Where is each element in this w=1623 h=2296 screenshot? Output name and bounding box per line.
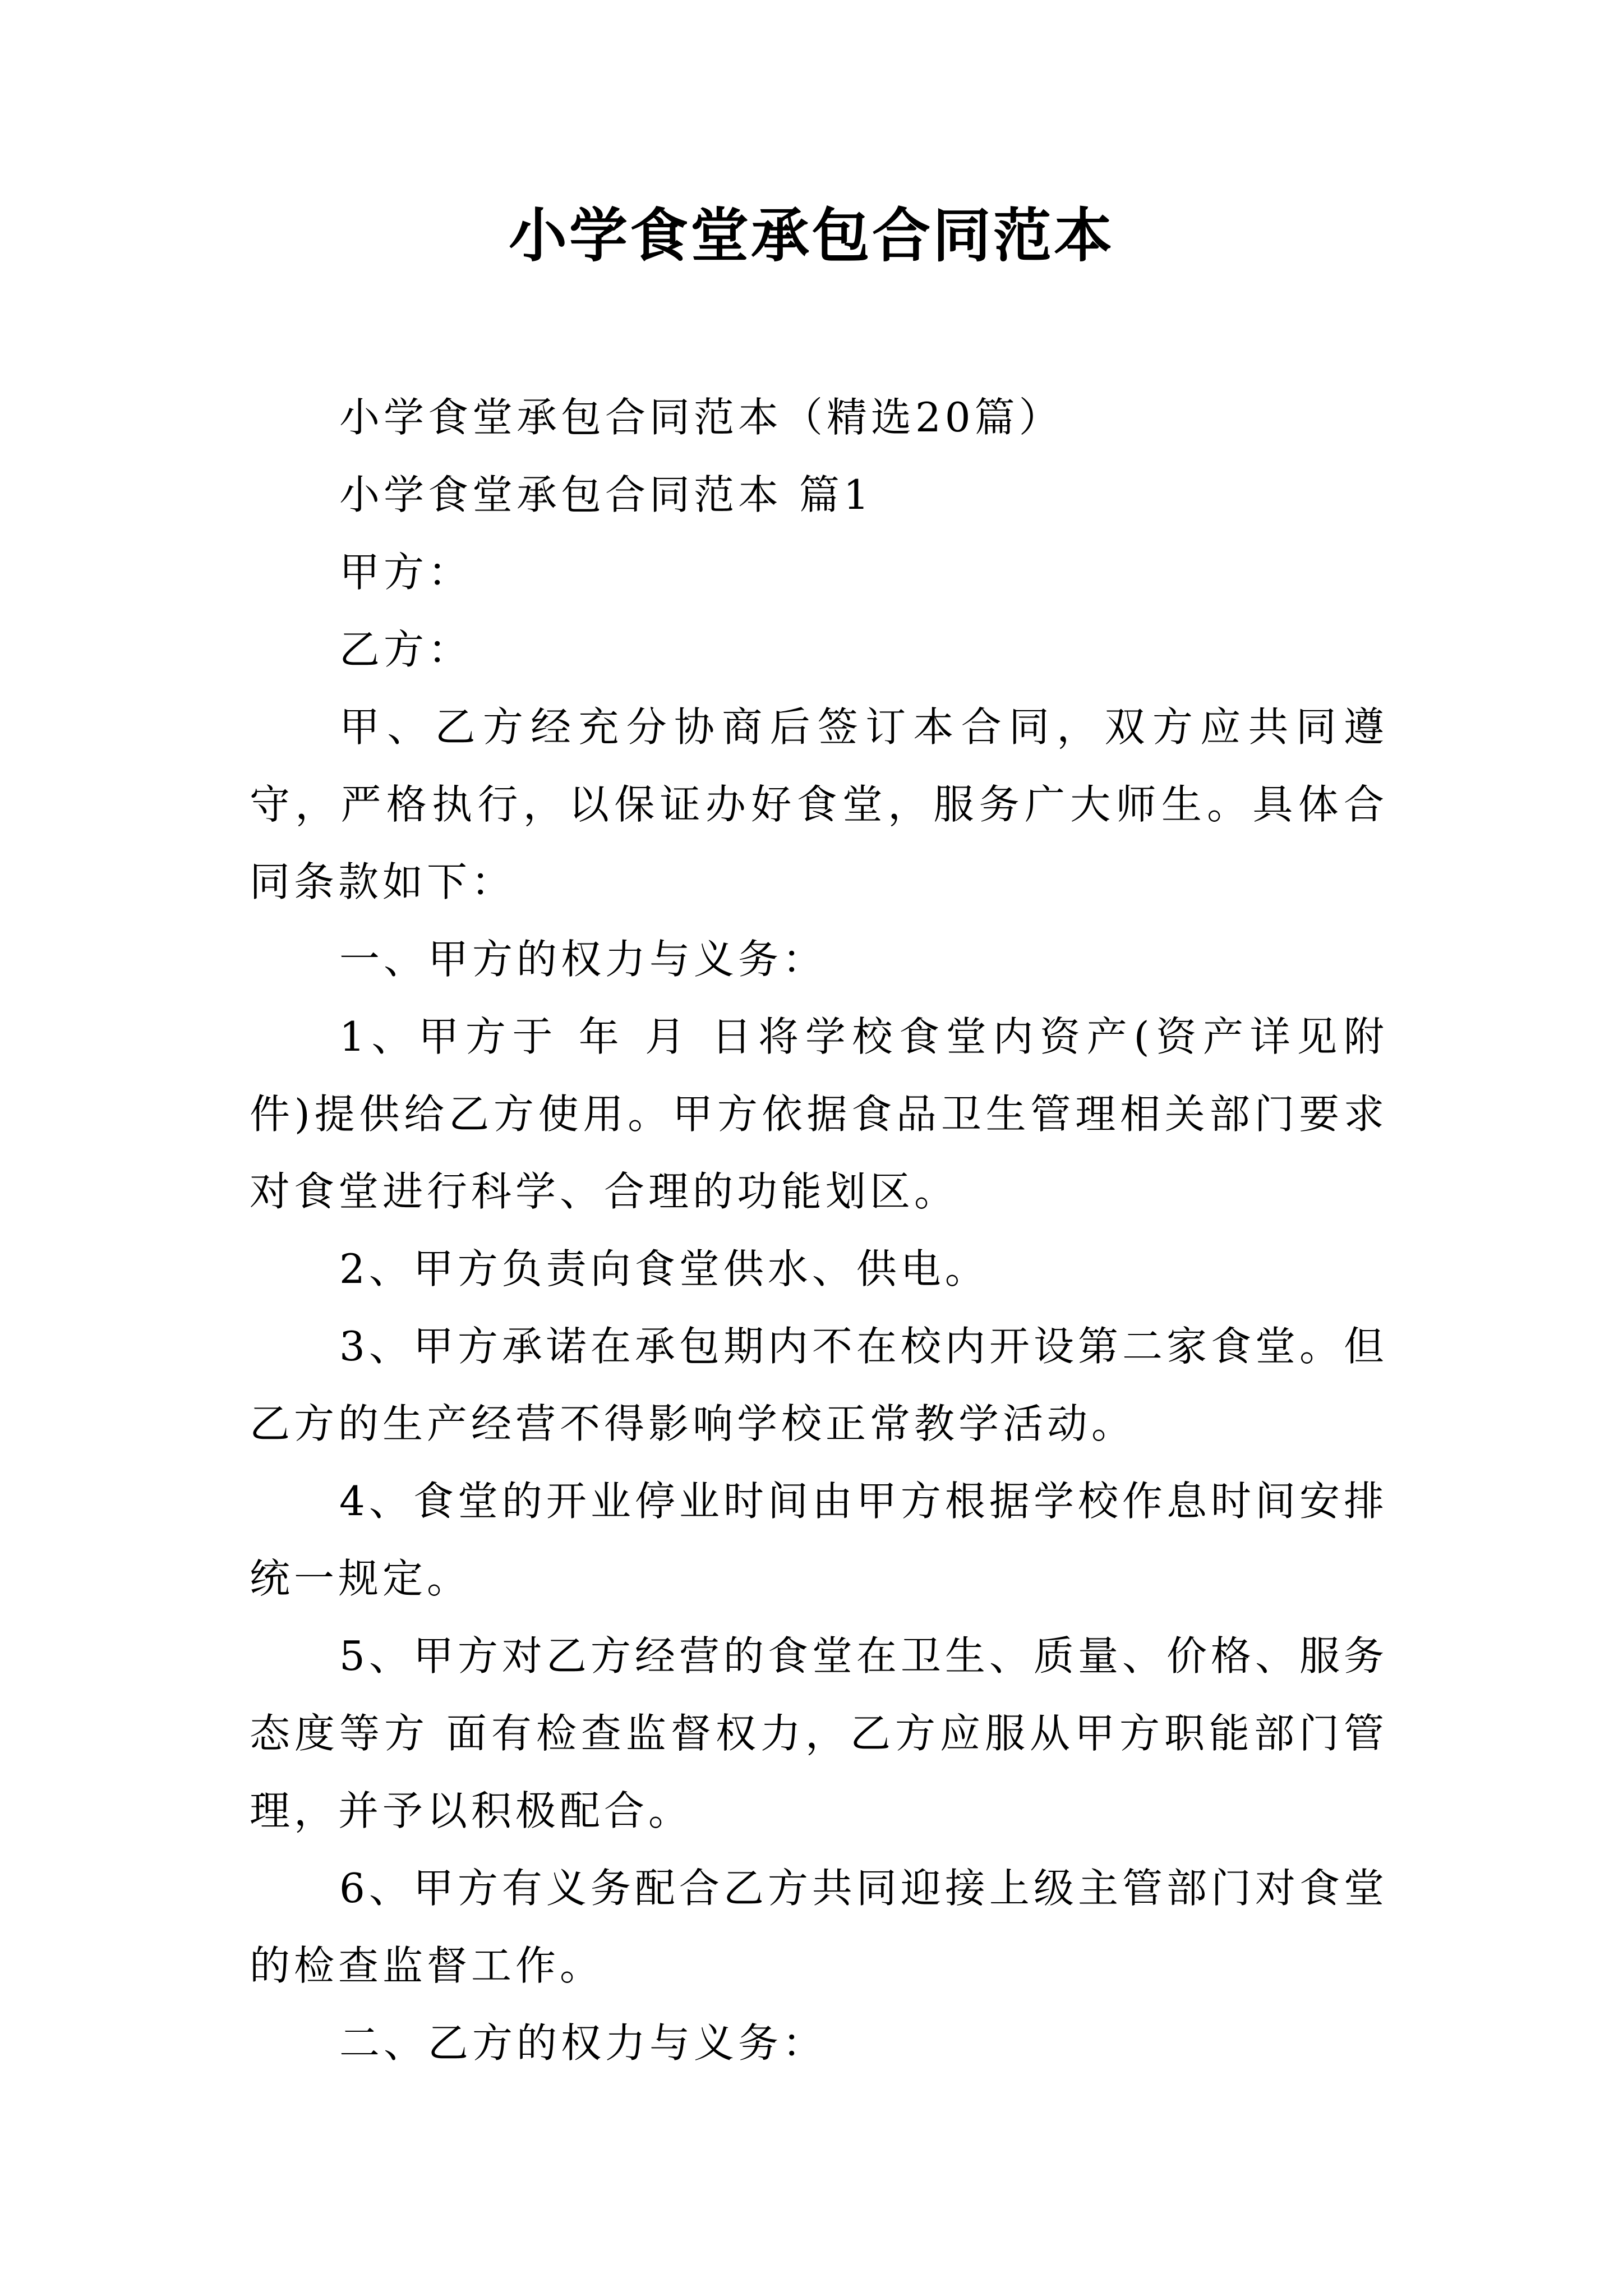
paragraph-preamble: 甲、乙方经充分协商后签订本合同，双方应共同遵守，严格执行，以保证办好食堂，服务广大师生。具体合同条款如下： — [250, 703, 1388, 905]
paragraph-heading-party-a-rights: 一、甲方的权力与义务： — [339, 936, 827, 983]
paragraph-heading-party-b-rights: 二、乙方的权力与义务： — [339, 2019, 827, 2067]
paragraph-clause-4: 4、食堂的开业停业时间由甲方根据学校作息时间安排统一规定。 — [250, 1478, 1388, 1602]
paragraph-clause-3: 3、甲方承诺在承包期内不在校内开设第二家食堂。但乙方的生产经营不得影响学校正常教学活动。 — [250, 1323, 1388, 1447]
paragraph-clause-2: 2、甲方负责向食堂供水、供电。 — [339, 1245, 989, 1292]
paragraph-subtitle: 小学食堂承包合同范本（精选20篇） — [339, 394, 1063, 441]
document-title: 小学食堂承包合同范本 — [508, 201, 1114, 270]
paragraph-clause-6: 6、甲方有义务配合乙方共同迎接上级主管部门对食堂的检查监督工作。 — [250, 1865, 1388, 1989]
paragraph-clause-1: 1、甲方于 年 月 日将学校食堂内资产(资产详见附件)提供给乙方使用。甲方依据食品卫生管理相关部门要求对食堂进行科学、合理的功能划区。 — [250, 1013, 1388, 1215]
paragraph-clause-5: 5、甲方对乙方经营的食堂在卫生、质量、价格、服务态度等方 面有检查监督权力，乙方应服从甲方职能部门管理，并予以积极配合。 — [250, 1632, 1388, 1834]
document-body — [250, 379, 1388, 2082]
paragraph-party-a: 甲方： — [339, 549, 473, 596]
paragraph-party-b: 乙方： — [339, 626, 473, 673]
paragraph-section-heading: 小学食堂承包合同范本 篇1 — [339, 471, 873, 518]
